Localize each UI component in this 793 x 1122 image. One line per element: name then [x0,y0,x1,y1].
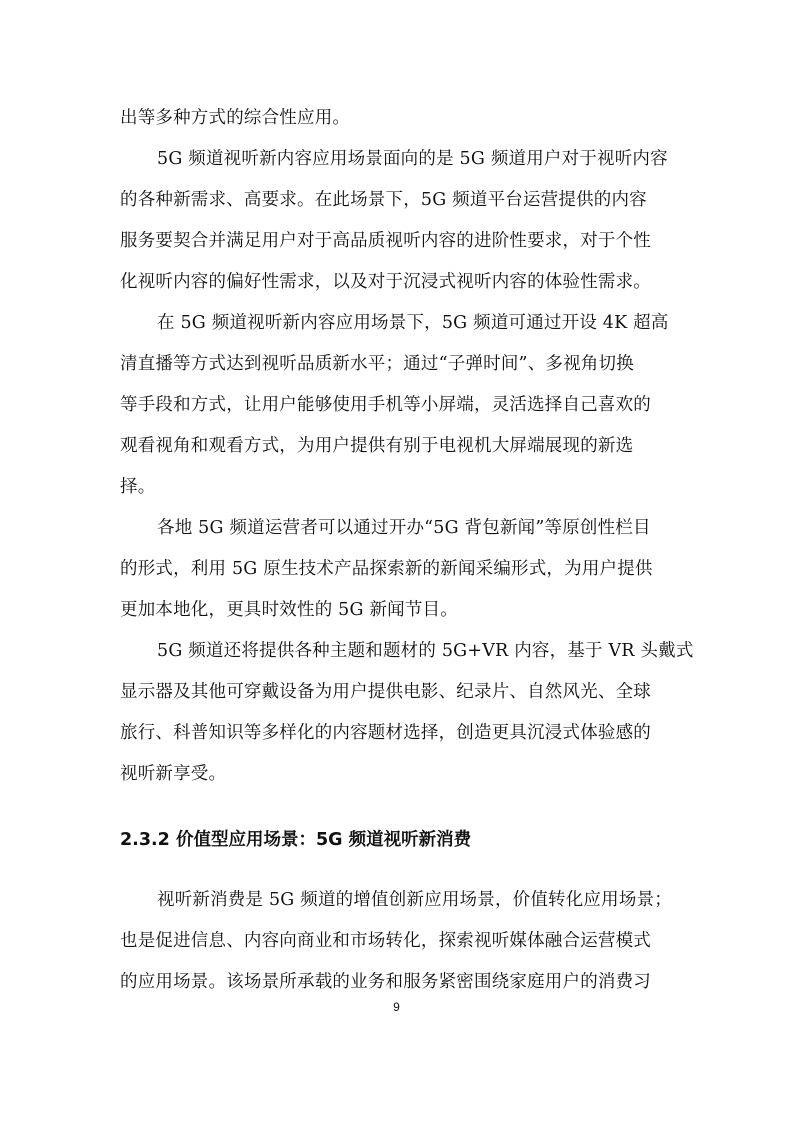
page-number: 9 [393,1000,400,1014]
body-line: 视听新消费是 5G 频道的增值创新应用场景，价值转化应用场景； [157,890,672,910]
body-line: 观看视角和观看方式，为用户提供有别于电视机大屏端展现的新选 [120,436,634,456]
section-heading [120,828,471,852]
body-line: 择。 [120,477,156,497]
body-line: 的各种新需求、高要求。在此场景下，5G 频道平台运营提供的内容 [120,190,647,210]
body-line: 化视听内容的偏好性需求，以及对于沉浸式视听内容的体验性需求。 [120,272,651,292]
body-line: 各地 5G 频道运营者可以通过开办“5G 背包新闻”等原创性栏目 [157,518,651,538]
body-line: 的形式，利用 5G 原生技术产品探索新的新闻采编形式，为用户提供 [120,559,653,579]
body-line: 的应用场景。该场景所承载的业务和服务紧密围绕家庭用户的消费习 [120,972,651,992]
section-title: 价值型应用场景：5G 频道视听新消费 [176,830,472,850]
body-line: 更加本地化，更具时效性的 5G 新闻节目。 [120,600,458,620]
body-line: 显示器及其他可穿戴设备为用户提供电影、纪录片、自然风光、全球 [120,682,651,702]
body-line: 服务要契合并满足用户对于高品质视听内容的进阶性要求，对于个性 [120,231,651,251]
body-line: 旅行、科普知识等多样化的内容题材选择，创造更具沉浸式体验感的 [120,723,651,743]
body-line: 也是促进信息、内容向商业和市场转化，探索视听媒体融合运营模式 [120,931,651,951]
body-line: 在 5G 频道视听新内容应用场景下，5G 频道可通过开设 4K 超高 [157,313,669,333]
section-number: 2.3.2 [120,830,170,850]
body-line: 等手段和方式，让用户能够使用手机等小屏端，灵活选择自己喜欢的 [120,395,651,415]
body-line: 视听新享受。 [120,764,227,784]
body-line: 出等多种方式的综合性应用。 [120,108,351,128]
body-line: 5G 频道还将提供各种主题和题材的 5G+VR 内容，基于 VR 头戴式 [157,641,694,661]
body-line: 5G 频道视听新内容应用场景面向的是 5G 频道用户对于视听内容 [157,149,668,169]
body-line: 清直播等方式达到视听品质新水平；通过“子弹时间”、多视角切换 [120,354,634,374]
